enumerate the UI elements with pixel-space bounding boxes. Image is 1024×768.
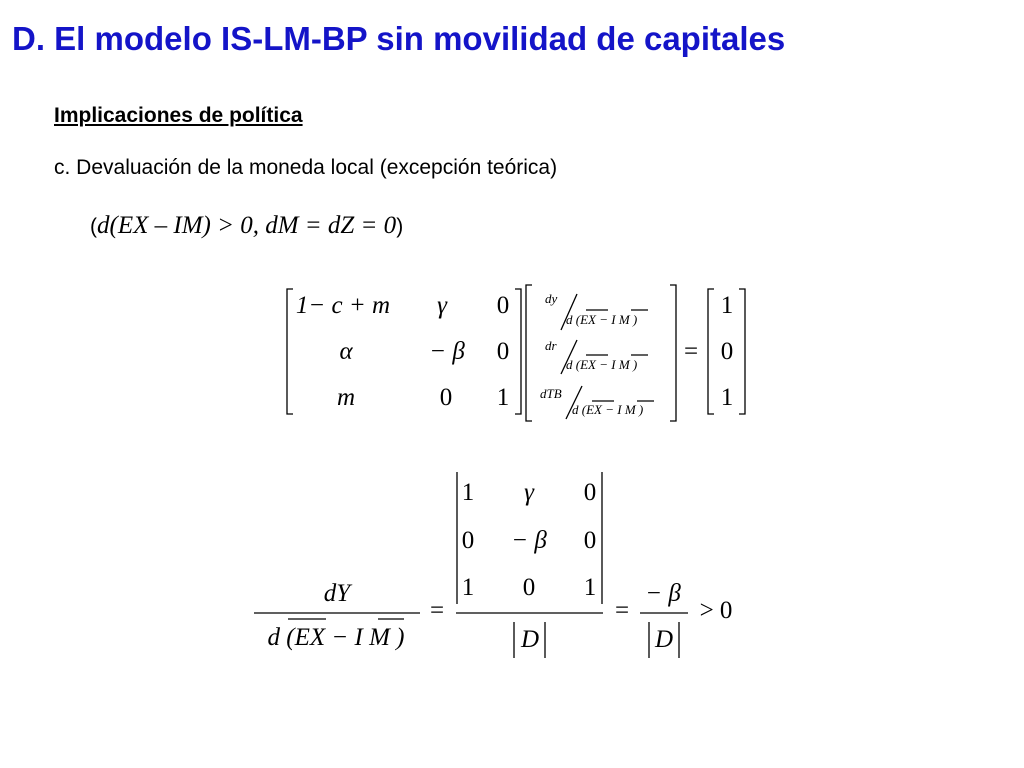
cramer-equals-1: = — [429, 597, 445, 624]
condition-math: d(EX – IM) > 0, dM = dZ = 0 — [97, 212, 397, 239]
list-item-devaluation: c. Devaluación de la moneda local (excepción teórica) — [54, 156, 558, 179]
result-numerator: − β — [645, 580, 681, 607]
vec-den-3: d (EX − I M ) — [572, 402, 644, 417]
det-r1c2: γ — [524, 479, 534, 506]
system-equals: = — [683, 338, 699, 365]
coef-r1c1: 1− c + m — [295, 292, 391, 319]
coef-r3c3: 1 — [496, 384, 510, 411]
coef-r2c3: 0 — [496, 338, 510, 365]
lhs-numerator: dY — [323, 580, 351, 607]
coef-r2c2: − β — [429, 338, 465, 365]
rhs-r2: 0 — [720, 338, 734, 365]
coef-r3c2: 0 — [439, 384, 453, 411]
coef-r2c1: α — [339, 338, 353, 365]
coef-r3c1: m — [336, 384, 356, 411]
det-r2c3: 0 — [583, 527, 597, 554]
det-r2c2: − β — [511, 527, 547, 554]
result-inequality: > 0 — [699, 597, 733, 624]
vec-num-dr: dr — [545, 338, 557, 353]
lhs-denominator: d (EX − I M ) — [267, 624, 405, 651]
cramer-equals-2: = — [614, 597, 630, 624]
det-r2c1: 0 — [461, 527, 475, 554]
det-denominator: D — [520, 626, 540, 653]
vec-num-dy: dy — [545, 291, 558, 306]
coef-r1c2: γ — [437, 292, 447, 319]
det-r3c2: 0 — [522, 574, 536, 601]
slide-title: D. El modelo IS-LM-BP sin movilidad de capitales — [12, 20, 786, 57]
det-r3c3: 1 — [583, 574, 597, 601]
close-paren: ) — [396, 215, 404, 238]
open-paren: ( — [90, 215, 97, 238]
vec-den-1: d (EX − I M ) — [566, 312, 638, 327]
det-r1c1: 1 — [461, 479, 475, 506]
rhs-r3: 1 — [720, 384, 734, 411]
rhs-r1: 1 — [720, 292, 734, 319]
det-r1c3: 0 — [583, 479, 597, 506]
vec-den-2: d (EX − I M ) — [566, 357, 638, 372]
lhs-fraction-lines — [254, 613, 420, 619]
result-denominator: D — [654, 626, 674, 653]
det-r3c1: 1 — [461, 574, 475, 601]
vec-num-dtb: dTB — [540, 386, 562, 401]
section-subtitle: Implicaciones de política — [54, 104, 303, 127]
coef-r1c3: 0 — [496, 292, 510, 319]
